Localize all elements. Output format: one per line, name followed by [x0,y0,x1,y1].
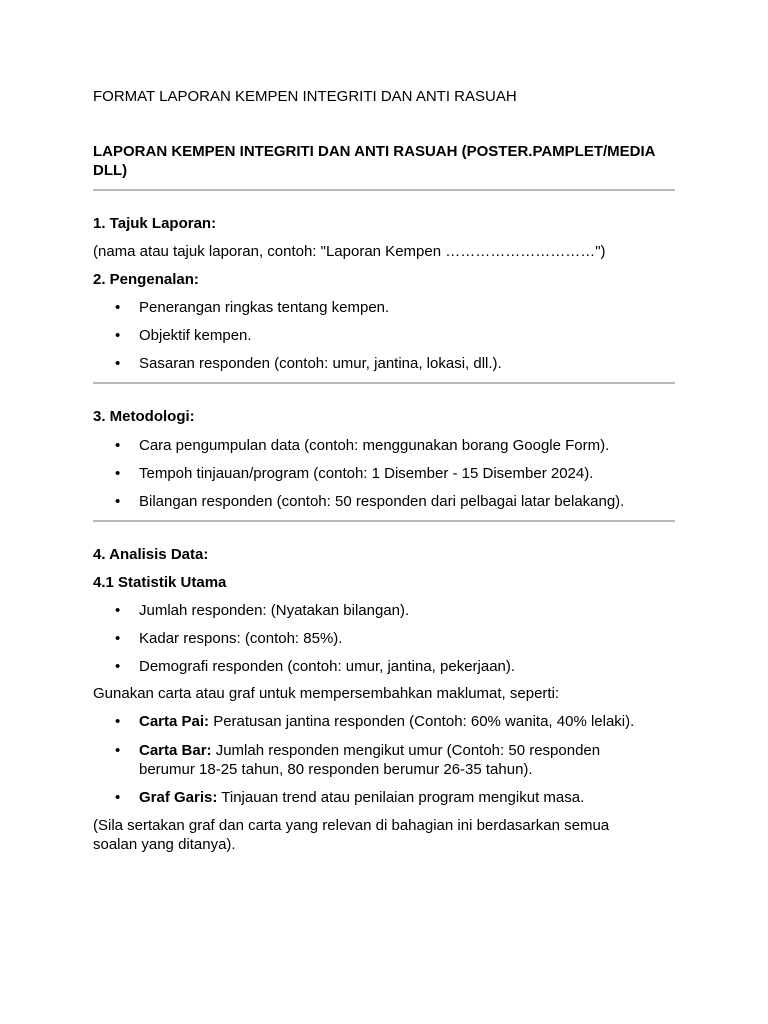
list-item-text: Penerangan ringkas tentang kempen. [139,299,390,316]
list-item-text: Sasaran responden (contoh: umur, jantina, lokasi, dll.). [139,355,502,372]
chart-type-label: Carta Pai: [139,713,210,730]
chart-intro-text: Gunakan carta atau graf untuk mempersembahkan maklumat, seperti: [93,685,560,702]
list-item [93,741,653,779]
list-item [93,464,675,483]
divider [93,189,675,191]
list-item [93,436,675,455]
divider [93,520,675,522]
section-4-1-subheading: 4.1 Statistik Utama [93,574,227,591]
section-2-heading: 2. Pengenalan: [93,271,199,288]
section-1-heading: 1. Tajuk Laporan: [93,215,217,232]
list-item-text: Jumlah responden: (Nyatakan bilangan). [139,602,410,619]
closing-note: (Sila sertakan graf dan carta yang relevan di bahagian ini berdasarkan semua soalan yang ditanya). [93,817,610,853]
list-item [93,712,675,731]
list-item-text: Bilangan responden (contoh: 50 responden dari pelbagai latar belakang). [139,493,625,510]
divider [93,382,675,384]
bullet-marker: • [115,437,121,454]
list-item [93,354,675,373]
section-4-heading: 4. Analisis Data: [93,546,209,563]
chart-type-description: Jumlah responden mengikut umur (Contoh: 50 responden berumur 18-25 tahun, 80 responden berumur 26-35 tahun). [139,742,601,778]
bullet-marker: • [115,465,121,482]
chart-type-label: Carta Bar: [139,742,212,759]
report-heading: LAPORAN KEMPEN INTEGRITI DAN ANTI RASUAH (POSTER.PAMPLET/MEDIA DLL) [93,143,655,179]
list-item-text [139,788,675,807]
list-item [93,492,675,511]
list-item-text: Demografi responden (contoh: umur, jantina, pekerjaan). [139,658,516,675]
bullet-marker: • [115,789,121,806]
list-item-text: Objektif kempen. [139,327,252,344]
bullet-marker: • [115,602,121,619]
bullet-marker: • [115,493,121,510]
list-item-text: Cara pengumpulan data (contoh: menggunakan borang Google Form). [139,437,610,454]
list-item [93,657,675,676]
list-item [93,298,675,317]
bullet-marker: • [115,355,121,372]
list-item-text: Tempoh tinjauan/program (contoh: 1 Disember - 15 Disember 2024). [139,465,594,482]
bullet-marker: • [115,658,121,675]
list-item [93,601,675,620]
list-item [93,788,675,807]
chart-type-description: Peratusan jantina responden (Contoh: 60% wanita, 40% lelaki). [209,713,635,730]
chart-type-label: Graf Garis: [139,789,218,806]
bullet-marker: • [115,630,121,647]
bullet-marker: • [115,742,121,759]
list-item [93,326,675,345]
section-1-text: (nama atau tajuk laporan, contoh: "Laporan Kempen …………………………") [93,243,606,260]
list-item-text: Kadar respons: (contoh: 85%). [139,630,343,647]
list-item-text [139,741,653,779]
format-title: FORMAT LAPORAN KEMPEN INTEGRITI DAN ANTI RASUAH [93,88,517,105]
list-item [93,629,675,648]
list-item-text [139,712,675,731]
bullet-marker: • [115,713,121,730]
chart-type-description: Tinjauan trend atau penilaian program mengikut masa. [217,789,585,806]
bullet-marker: • [115,327,121,344]
section-3-heading: 3. Metodologi: [93,408,195,425]
bullet-marker: • [115,299,121,316]
